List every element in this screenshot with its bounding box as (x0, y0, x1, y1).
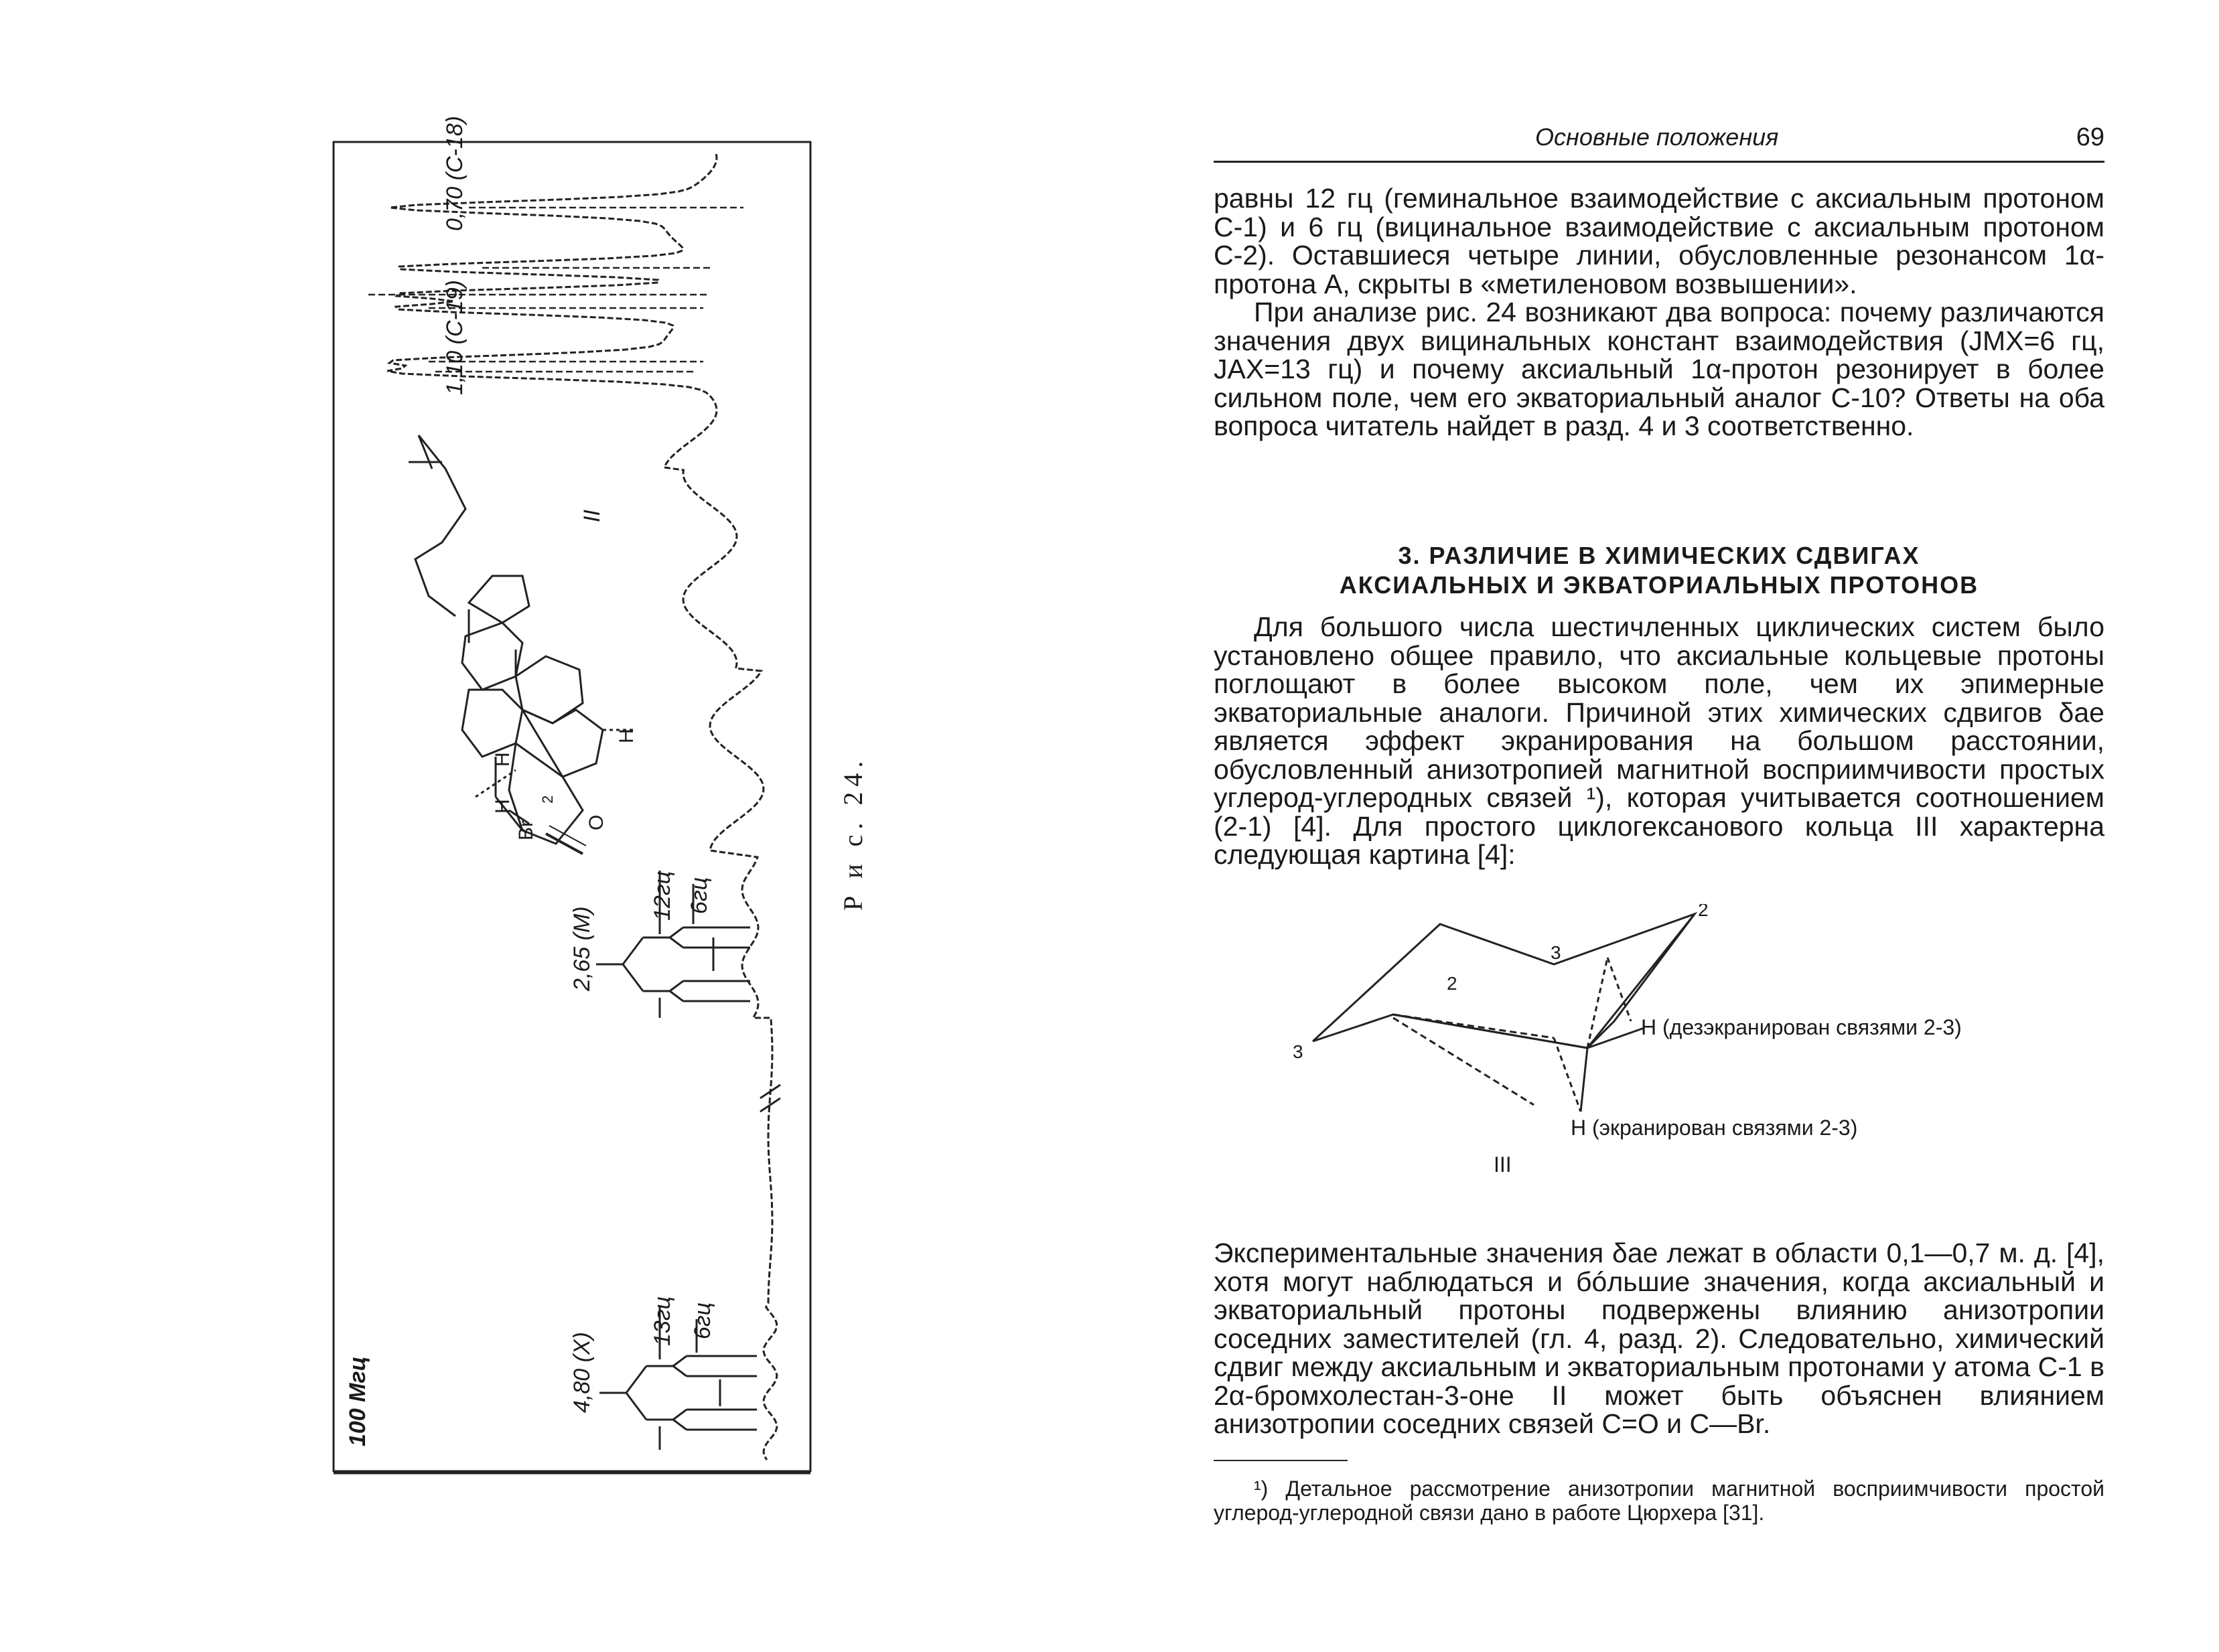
coupling-label-m-small: 6гц (687, 877, 712, 914)
cyclohexane-figure (1293, 904, 2003, 1185)
frequency-label: 100 Мгц (345, 1356, 370, 1446)
body-text-bottom (1214, 1239, 2104, 1438)
atom-label-h: H (616, 729, 638, 743)
footnote-rule (1214, 1460, 1348, 1461)
ring-bonds (1313, 914, 1695, 1048)
body-text-top (1214, 184, 2104, 441)
coupling-label-x-small: 6гц (690, 1302, 715, 1339)
coupling-label-x-large: 13гц (650, 1296, 675, 1346)
peak-leaders (368, 208, 743, 372)
section-heading-line-2: АКСИАЛЬНЫХ И ЭКВАТОРИАЛЬНЫХ ПРОТОНОВ (1339, 571, 1979, 599)
ring-atom-label: 3 (1293, 1041, 1303, 1062)
footnote: ¹) Детальное рассмотрение анизотропии магнитной восприимчивости простой углерод-углеродной связи дано в работе Цюрхера [31]. (1214, 1477, 2104, 1525)
spectrum-frame (334, 142, 810, 1471)
structure-atom-labels (492, 729, 638, 840)
figure-roman-label: III (1494, 1152, 1512, 1177)
paragraph-2: При анализе рис. 24 возникают два вопроса: почему различаются значения двух вицинальных констант взаимодействия (JMX=6 гц, JAX=13 гц) и почему аксиальный 1α-протон резонирует в более сильном поле, чем его экваториальный аналог С-10? Ответы на оба вопроса читатель найдет в разд. 4 и 3 соответственно. (1214, 297, 2104, 441)
paragraph-1: равны 12 гц (геминальное взаимодействие с аксиальным протоном С-1) и 6 гц (вицинальное взаимодействие с аксиальным протоном С-2). Оставшиеся четыре линии, обусловленные резонансом 1α-протона А, скрыты в «метиленовом возвышении». (1214, 183, 2104, 299)
steroid-structure (409, 435, 633, 854)
running-head (1214, 121, 2104, 163)
multiplet-tree-x (599, 1306, 757, 1450)
page-number: 69 (2076, 123, 2104, 151)
h-equatorial-label: H (дезэкранирован связями 2-3) (1641, 1015, 1962, 1039)
compound-label: II (579, 510, 605, 522)
coupling-label-m-large: 12гц (650, 871, 675, 921)
ring-atom-label: 2 (1447, 973, 1457, 994)
atom-label-c2: 2 (539, 795, 556, 804)
atom-label-h: H (492, 752, 514, 767)
nmr-spectrum-figure (0, 0, 1109, 1652)
left-page (0, 0, 1109, 1652)
peak-label-c18: 0,70 (С-18) (442, 116, 468, 231)
atom-label-h: H (492, 799, 514, 814)
axis-break-mark (760, 1085, 780, 1098)
running-title: Основные положения (1535, 123, 1779, 151)
figure-caption: Р и с. 24. (838, 755, 868, 911)
section-heading-line-1: 3. РАЗЛИЧИЕ В ХИМИЧЕСКИХ СДВИГАХ (1398, 542, 1920, 569)
peak-label-x: 4,80 (X) (569, 1332, 595, 1413)
paragraph-4: Экспериментальные значения δae лежат в области 0,1—0,7 м. д. [4], хотя могут наблюдаться и бóльшие значения, когда аксиальный и экваториальный протоны подвержены влиянию анизотропии соседних заместителей (гл. 4, разд. 2). Следовательно, химический сдвиг между аксиальным и экваториальным протонами у атома С-1 в 2α-бромхолестан-3-оне II может быть объяснен влиянием анизотропии соседних связей С=О и С—Br. (1214, 1237, 2104, 1439)
atom-label-br: Br (515, 820, 537, 840)
ring-atom-label: 3 (1551, 942, 1561, 963)
ring-atom-label: 2 (1698, 904, 1709, 920)
body-text-middle (1214, 613, 2104, 869)
section-heading (1214, 541, 2104, 600)
atom-label-o: O (585, 814, 607, 830)
paragraph-3: Для большого числа шестичленных циклических систем было установлено общее правило, что аксиальные кольцевые протоны поглощают в более высоком поле, чем их эпимерные экваториальные аналоги. Причиной этих химических сдвигов δae является эффект экранирования на большом расстоянии, обусловленный анизотропией магнитной восприимчивости простых углерод-углеродных связей ¹), которая учитывается соотношением (2-1) [4]. Для простого циклогексанового кольца III характерна следующая картина [4]: (1214, 611, 2104, 870)
peak-label-c19: 1,10 (С-19) (442, 280, 468, 395)
peak-label-m: 2,65 (М) (569, 906, 595, 991)
h-axial-label: H (экранирован связями 2-3) (1571, 1116, 1858, 1140)
